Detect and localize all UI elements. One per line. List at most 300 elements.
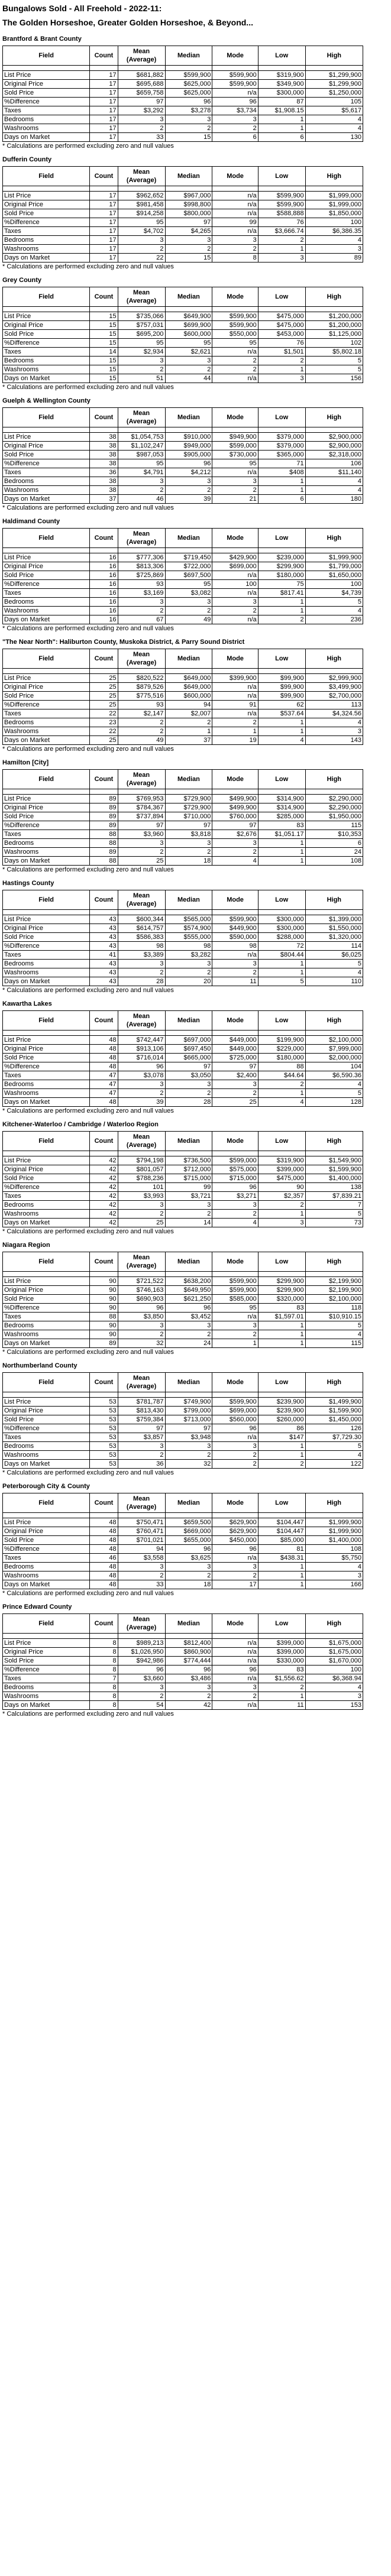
cell-low: $453,000 <box>258 330 305 339</box>
cell-mode: $699,000 <box>212 1407 258 1415</box>
column-header-high: High <box>305 770 363 789</box>
stats-table <box>2 1010 363 1107</box>
cell-median: $621,250 <box>165 1295 212 1304</box>
cell-field: Washrooms <box>3 607 90 615</box>
cell-median: 3 <box>165 477 212 486</box>
table-row <box>3 1554 363 1563</box>
column-header-field: Field <box>3 408 90 427</box>
calculation-note: * Calculations are performed excluding zero and null values <box>2 1590 174 1597</box>
cell-median: $574,900 <box>165 924 212 933</box>
table-row <box>3 133 363 142</box>
cell-count: 37 <box>90 495 118 504</box>
cell-high: $1,999,000 <box>305 200 363 209</box>
column-header-low: Low <box>258 287 305 307</box>
cell-low: 1 <box>258 968 305 977</box>
cell-low: $588,888 <box>258 209 305 218</box>
table-row <box>3 1415 363 1424</box>
cell-low: $314,900 <box>258 795 305 803</box>
county-section <box>2 35 389 151</box>
table-header-row <box>3 649 363 669</box>
cell-median: $3,948 <box>165 1433 212 1442</box>
column-header-mean: Mean (Average) <box>118 1493 165 1513</box>
table-row <box>3 701 363 709</box>
cell-high: $2,000,000 <box>305 1054 363 1062</box>
cell-mean: $1,026,950 <box>118 1648 165 1657</box>
cell-count: 17 <box>90 227 118 236</box>
cell-field: Days on Market <box>3 1460 90 1469</box>
cell-median: 2 <box>165 718 212 727</box>
cell-low: 71 <box>258 459 305 468</box>
cell-count: 43 <box>90 977 118 986</box>
cell-median: 2 <box>165 607 212 615</box>
cell-mode: $949,900 <box>212 433 258 442</box>
cell-low: $239,900 <box>258 1398 305 1407</box>
cell-median: $710,000 <box>165 812 212 821</box>
column-header-low: Low <box>258 1614 305 1634</box>
cell-count: 89 <box>90 803 118 812</box>
cell-field: List Price <box>3 1639 90 1648</box>
cell-mean: $3,850 <box>118 1313 165 1321</box>
cell-high: 4 <box>305 607 363 615</box>
column-header-field: Field <box>3 287 90 307</box>
cell-low: 1 <box>258 1089 305 1098</box>
cell-count: 43 <box>90 942 118 951</box>
cell-high: $1,320,000 <box>305 933 363 942</box>
cell-low: $300,000 <box>258 915 305 924</box>
cell-field: Taxes <box>3 227 90 236</box>
calculation-note: * Calculations are performed excluding zero and null values <box>2 142 174 150</box>
cell-mean: $725,869 <box>118 571 165 580</box>
cell-count: 25 <box>90 736 118 745</box>
cell-low: $475,000 <box>258 1174 305 1183</box>
table-row <box>3 459 363 468</box>
cell-mean: 94 <box>118 1545 165 1554</box>
column-header-low: Low <box>258 890 305 910</box>
cell-mode: 2 <box>212 486 258 495</box>
column-header-low: Low <box>258 167 305 186</box>
cell-count: 47 <box>90 1071 118 1080</box>
cell-field: Taxes <box>3 589 90 598</box>
county-heading: Dufferin County <box>2 156 52 163</box>
cell-count: 17 <box>90 124 118 133</box>
column-header-count: Count <box>90 1011 118 1031</box>
cell-low: 62 <box>258 701 305 709</box>
cell-count: 42 <box>90 1183 118 1192</box>
cell-median: 96 <box>165 98 212 106</box>
table-row <box>3 312 363 321</box>
cell-high: 138 <box>305 1183 363 1192</box>
column-header-mean: Mean (Average) <box>118 649 165 669</box>
cell-low: 87 <box>258 98 305 106</box>
cell-low: 2 <box>258 1201 305 1210</box>
cell-mean: $3,960 <box>118 830 165 839</box>
column-header-field: Field <box>3 167 90 186</box>
cell-median: $800,000 <box>165 209 212 218</box>
column-header-mode: Mode <box>212 408 258 427</box>
table-row <box>3 1527 363 1536</box>
cell-median: $600,000 <box>165 330 212 339</box>
calculation-note: * Calculations are performed excluding zero and null values <box>2 384 174 391</box>
cell-median: $699,900 <box>165 321 212 330</box>
cell-mean: $716,014 <box>118 1054 165 1062</box>
stats-table <box>2 649 363 745</box>
cell-mode: 97 <box>212 1062 258 1071</box>
column-header-median: Median <box>165 770 212 789</box>
cell-field: Washrooms <box>3 727 90 736</box>
table-row <box>3 1433 363 1442</box>
cell-mode: $599,900 <box>212 915 258 924</box>
column-header-count: Count <box>90 1493 118 1513</box>
cell-high: 105 <box>305 98 363 106</box>
cell-field: Bedrooms <box>3 1201 90 1210</box>
county-section <box>2 156 389 271</box>
cell-field: Original Price <box>3 1045 90 1054</box>
cell-high: $2,290,000 <box>305 795 363 803</box>
cell-high: $5,750 <box>305 1554 363 1563</box>
cell-low: $1,597.01 <box>258 1313 305 1321</box>
cell-high: $2,700,000 <box>305 692 363 701</box>
cell-mode: n/a <box>212 348 258 357</box>
cell-field: Bedrooms <box>3 236 90 245</box>
column-header-median: Median <box>165 1252 212 1272</box>
table-row <box>3 977 363 986</box>
column-header-high: High <box>305 167 363 186</box>
stats-table <box>2 528 363 624</box>
cell-low: $319,900 <box>258 1156 305 1165</box>
cell-mode: $599,900 <box>212 71 258 80</box>
cell-median: 3 <box>165 115 212 124</box>
cell-mode: 99 <box>212 218 258 227</box>
table-row <box>3 89 363 98</box>
cell-median: $967,000 <box>165 192 212 200</box>
cell-mean: 98 <box>118 942 165 951</box>
cell-mean: $794,198 <box>118 1156 165 1165</box>
cell-mean: 2 <box>118 607 165 615</box>
cell-median: 2 <box>165 1210 212 1219</box>
cell-mean: $750,471 <box>118 1518 165 1527</box>
table-row <box>3 839 363 848</box>
document-page <box>0 4 391 1719</box>
cell-low: 1 <box>258 1339 305 1348</box>
cell-low: 1 <box>258 598 305 607</box>
county-section <box>2 397 389 513</box>
column-header-mode: Mode <box>212 1373 258 1392</box>
cell-median: 3 <box>165 1563 212 1571</box>
spacer-row <box>3 548 363 553</box>
table-row <box>3 486 363 495</box>
cell-high: $1,999,900 <box>305 1518 363 1527</box>
cell-mean: 2 <box>118 1571 165 1580</box>
cell-mean: $942,986 <box>118 1657 165 1666</box>
cell-high: $2,100,000 <box>305 1036 363 1045</box>
cell-median: $697,450 <box>165 1045 212 1054</box>
table-header-row <box>3 1614 363 1634</box>
cell-low: $44.64 <box>258 1071 305 1080</box>
table-row <box>3 960 363 968</box>
cell-mean: 28 <box>118 977 165 986</box>
calculation-note: * Calculations are performed excluding zero and null values <box>2 263 174 270</box>
cell-low: $599,900 <box>258 192 305 200</box>
column-header-mode: Mode <box>212 1252 258 1272</box>
cell-mean: 3 <box>118 1563 165 1571</box>
cell-count: 42 <box>90 1192 118 1201</box>
column-header-count: Count <box>90 287 118 307</box>
cell-count: 15 <box>90 339 118 348</box>
cell-high: 115 <box>305 821 363 830</box>
cell-field: %Difference <box>3 1183 90 1192</box>
cell-mean: 3 <box>118 115 165 124</box>
cell-high: 5 <box>305 357 363 365</box>
cell-mode: $2,400 <box>212 1071 258 1080</box>
cell-mode: 91 <box>212 701 258 709</box>
cell-median: 97 <box>165 218 212 227</box>
cell-field: Days on Market <box>3 857 90 866</box>
cell-low: $299,900 <box>258 1286 305 1295</box>
cell-mean: $775,516 <box>118 692 165 701</box>
column-header-median: Median <box>165 890 212 910</box>
cell-low: 76 <box>258 339 305 348</box>
cell-count: 89 <box>90 821 118 830</box>
cell-mean: $801,057 <box>118 1165 165 1174</box>
spacer-row <box>3 1151 363 1156</box>
county-section <box>2 1483 389 1598</box>
cell-mode: 2 <box>212 357 258 365</box>
column-header-count: Count <box>90 1373 118 1392</box>
cell-mean: 97 <box>118 98 165 106</box>
cell-median: 95 <box>165 580 212 589</box>
cell-mean: $3,660 <box>118 1674 165 1683</box>
cell-median: $729,900 <box>165 795 212 803</box>
spacer-row <box>3 66 363 71</box>
county-section <box>2 1242 389 1357</box>
cell-field: List Price <box>3 795 90 803</box>
column-header-high: High <box>305 649 363 669</box>
cell-mean: 93 <box>118 701 165 709</box>
column-header-median: Median <box>165 167 212 186</box>
cell-field: Original Price <box>3 200 90 209</box>
cell-count: 23 <box>90 718 118 727</box>
cell-high: 4 <box>305 1683 363 1692</box>
cell-field: Original Price <box>3 321 90 330</box>
cell-median: 3 <box>165 1683 212 1692</box>
column-header-low: Low <box>258 1011 305 1031</box>
cell-field: Days on Market <box>3 977 90 986</box>
column-header-field: Field <box>3 46 90 66</box>
cell-count: 90 <box>90 1304 118 1313</box>
table-row <box>3 709 363 718</box>
table-row <box>3 1683 363 1692</box>
table-header-row <box>3 1132 363 1151</box>
column-header-count: Count <box>90 1132 118 1151</box>
cell-mean: $659,758 <box>118 89 165 98</box>
cell-median: 3 <box>165 598 212 607</box>
cell-mean: 95 <box>118 218 165 227</box>
cell-median: $998,800 <box>165 200 212 209</box>
county-heading: Northumberland County <box>2 1362 77 1369</box>
cell-mean: 3 <box>118 598 165 607</box>
cell-mean: $769,953 <box>118 795 165 803</box>
cell-low: $817.41 <box>258 589 305 598</box>
table-row <box>3 200 363 209</box>
cell-mode: n/a <box>212 89 258 98</box>
cell-mode: 95 <box>212 1304 258 1313</box>
column-header-high: High <box>305 890 363 910</box>
cell-high: 100 <box>305 218 363 227</box>
cell-low: 1 <box>258 365 305 374</box>
cell-field: Taxes <box>3 106 90 115</box>
table-header-row <box>3 46 363 66</box>
cell-high: $11,140 <box>305 468 363 477</box>
cell-mode: 2 <box>212 968 258 977</box>
cell-field: Original Price <box>3 803 90 812</box>
cell-mode: n/a <box>212 1674 258 1683</box>
column-header-mode: Mode <box>212 649 258 669</box>
table-row <box>3 1536 363 1545</box>
cell-low: 3 <box>258 374 305 383</box>
table-header-row <box>3 1373 363 1392</box>
cell-high: $6,590.36 <box>305 1071 363 1080</box>
cell-field: %Difference <box>3 821 90 830</box>
cell-mode: n/a <box>212 709 258 718</box>
cell-field: Washrooms <box>3 245 90 254</box>
county-heading: "The Near North": Haliburton County, Muskoka District, & Parry Sound District <box>2 639 245 646</box>
cell-mode: 2 <box>212 1210 258 1219</box>
cell-mode: $585,000 <box>212 1295 258 1304</box>
cell-field: Taxes <box>3 348 90 357</box>
table-row <box>3 1219 363 1227</box>
table-row <box>3 692 363 701</box>
cell-median: $3,721 <box>165 1192 212 1201</box>
cell-median: $3,082 <box>165 589 212 598</box>
cell-high: 4 <box>305 1330 363 1339</box>
cell-low: 2 <box>258 1683 305 1692</box>
cell-low: 86 <box>258 1424 305 1433</box>
cell-median: 15 <box>165 133 212 142</box>
cell-mean: $1,102,247 <box>118 442 165 451</box>
cell-low: $399,000 <box>258 1648 305 1657</box>
cell-count: 48 <box>90 1527 118 1536</box>
cell-mean: 2 <box>118 1089 165 1098</box>
cell-high: 166 <box>305 1580 363 1589</box>
cell-field: Bedrooms <box>3 115 90 124</box>
cell-high: 100 <box>305 580 363 589</box>
cell-count: 42 <box>90 1156 118 1165</box>
cell-median: $722,000 <box>165 562 212 571</box>
cell-mode: $2,676 <box>212 830 258 839</box>
calculation-note: * Calculations are performed excluding zero and null values <box>2 1710 174 1718</box>
cell-count: 48 <box>90 1518 118 1527</box>
cell-high: $1,650,000 <box>305 571 363 580</box>
cell-high: 5 <box>305 1321 363 1330</box>
table-row <box>3 1174 363 1183</box>
column-header-field: Field <box>3 529 90 548</box>
cell-mode: 21 <box>212 495 258 504</box>
cell-high: 4 <box>305 1080 363 1089</box>
cell-mean: 32 <box>118 1339 165 1348</box>
cell-mean: 2 <box>118 727 165 736</box>
cell-high: 5 <box>305 365 363 374</box>
cell-count: 16 <box>90 580 118 589</box>
cell-mean: $1,054,753 <box>118 433 165 442</box>
cell-mean: 2 <box>118 1210 165 1219</box>
cell-median: 96 <box>165 1545 212 1554</box>
county-heading: Niagara Region <box>2 1242 50 1249</box>
county-section <box>2 1603 389 1719</box>
cell-median: $638,200 <box>165 1277 212 1286</box>
cell-field: Days on Market <box>3 495 90 504</box>
table-row <box>3 1545 363 1554</box>
column-header-field: Field <box>3 1493 90 1513</box>
table-row <box>3 1460 363 1469</box>
cell-high: $1,549,900 <box>305 1156 363 1165</box>
cell-mode: 6 <box>212 133 258 142</box>
cell-median: 49 <box>165 615 212 624</box>
cell-mean: $681,882 <box>118 71 165 80</box>
cell-mode: 3 <box>212 1683 258 1692</box>
cell-count: 17 <box>90 236 118 245</box>
column-header-count: Count <box>90 529 118 548</box>
cell-mode: 3 <box>212 598 258 607</box>
table-row <box>3 1518 363 1527</box>
county-heading: Kitchener-Waterloo / Cambridge / Waterloo Region <box>2 1121 159 1128</box>
table-row <box>3 348 363 357</box>
cell-low: $2,357 <box>258 1192 305 1201</box>
cell-high: $1,399,000 <box>305 915 363 924</box>
cell-low: $300,000 <box>258 89 305 98</box>
cell-median: $669,000 <box>165 1527 212 1536</box>
cell-mean: 33 <box>118 1580 165 1589</box>
table-row <box>3 209 363 218</box>
cell-median: $3,050 <box>165 1071 212 1080</box>
cell-high: 4 <box>305 718 363 727</box>
cell-median: 15 <box>165 254 212 263</box>
cell-count: 53 <box>90 1407 118 1415</box>
cell-median: $715,000 <box>165 1174 212 1183</box>
cell-field: Original Price <box>3 80 90 89</box>
column-header-high: High <box>305 46 363 66</box>
cell-count: 8 <box>90 1666 118 1674</box>
cell-field: Bedrooms <box>3 1442 90 1451</box>
column-header-mean: Mean (Average) <box>118 408 165 427</box>
spacer-row <box>3 1392 363 1398</box>
cell-field: List Price <box>3 433 90 442</box>
table-header-row <box>3 890 363 910</box>
cell-count: 22 <box>90 727 118 736</box>
sections-container <box>2 35 389 1719</box>
cell-median: $713,000 <box>165 1415 212 1424</box>
column-header-mode: Mode <box>212 529 258 548</box>
cell-low: 1 <box>258 1442 305 1451</box>
cell-high: $1,599,900 <box>305 1407 363 1415</box>
cell-mode: $449,000 <box>212 1045 258 1054</box>
cell-high: $1,999,900 <box>305 1527 363 1536</box>
cell-high: $6,025 <box>305 951 363 960</box>
table-row <box>3 1071 363 1080</box>
cell-low: $475,000 <box>258 312 305 321</box>
cell-mode: n/a <box>212 374 258 383</box>
cell-count: 53 <box>90 1424 118 1433</box>
cell-mode: n/a <box>212 1639 258 1648</box>
cell-low: 1 <box>258 1451 305 1460</box>
cell-mode: n/a <box>212 615 258 624</box>
table-row <box>3 736 363 745</box>
cell-low: $365,000 <box>258 451 305 459</box>
cell-low: $199,900 <box>258 1036 305 1045</box>
column-header-mean: Mean (Average) <box>118 287 165 307</box>
table-row <box>3 1156 363 1165</box>
cell-high: 114 <box>305 942 363 951</box>
cell-field: Original Price <box>3 1648 90 1657</box>
